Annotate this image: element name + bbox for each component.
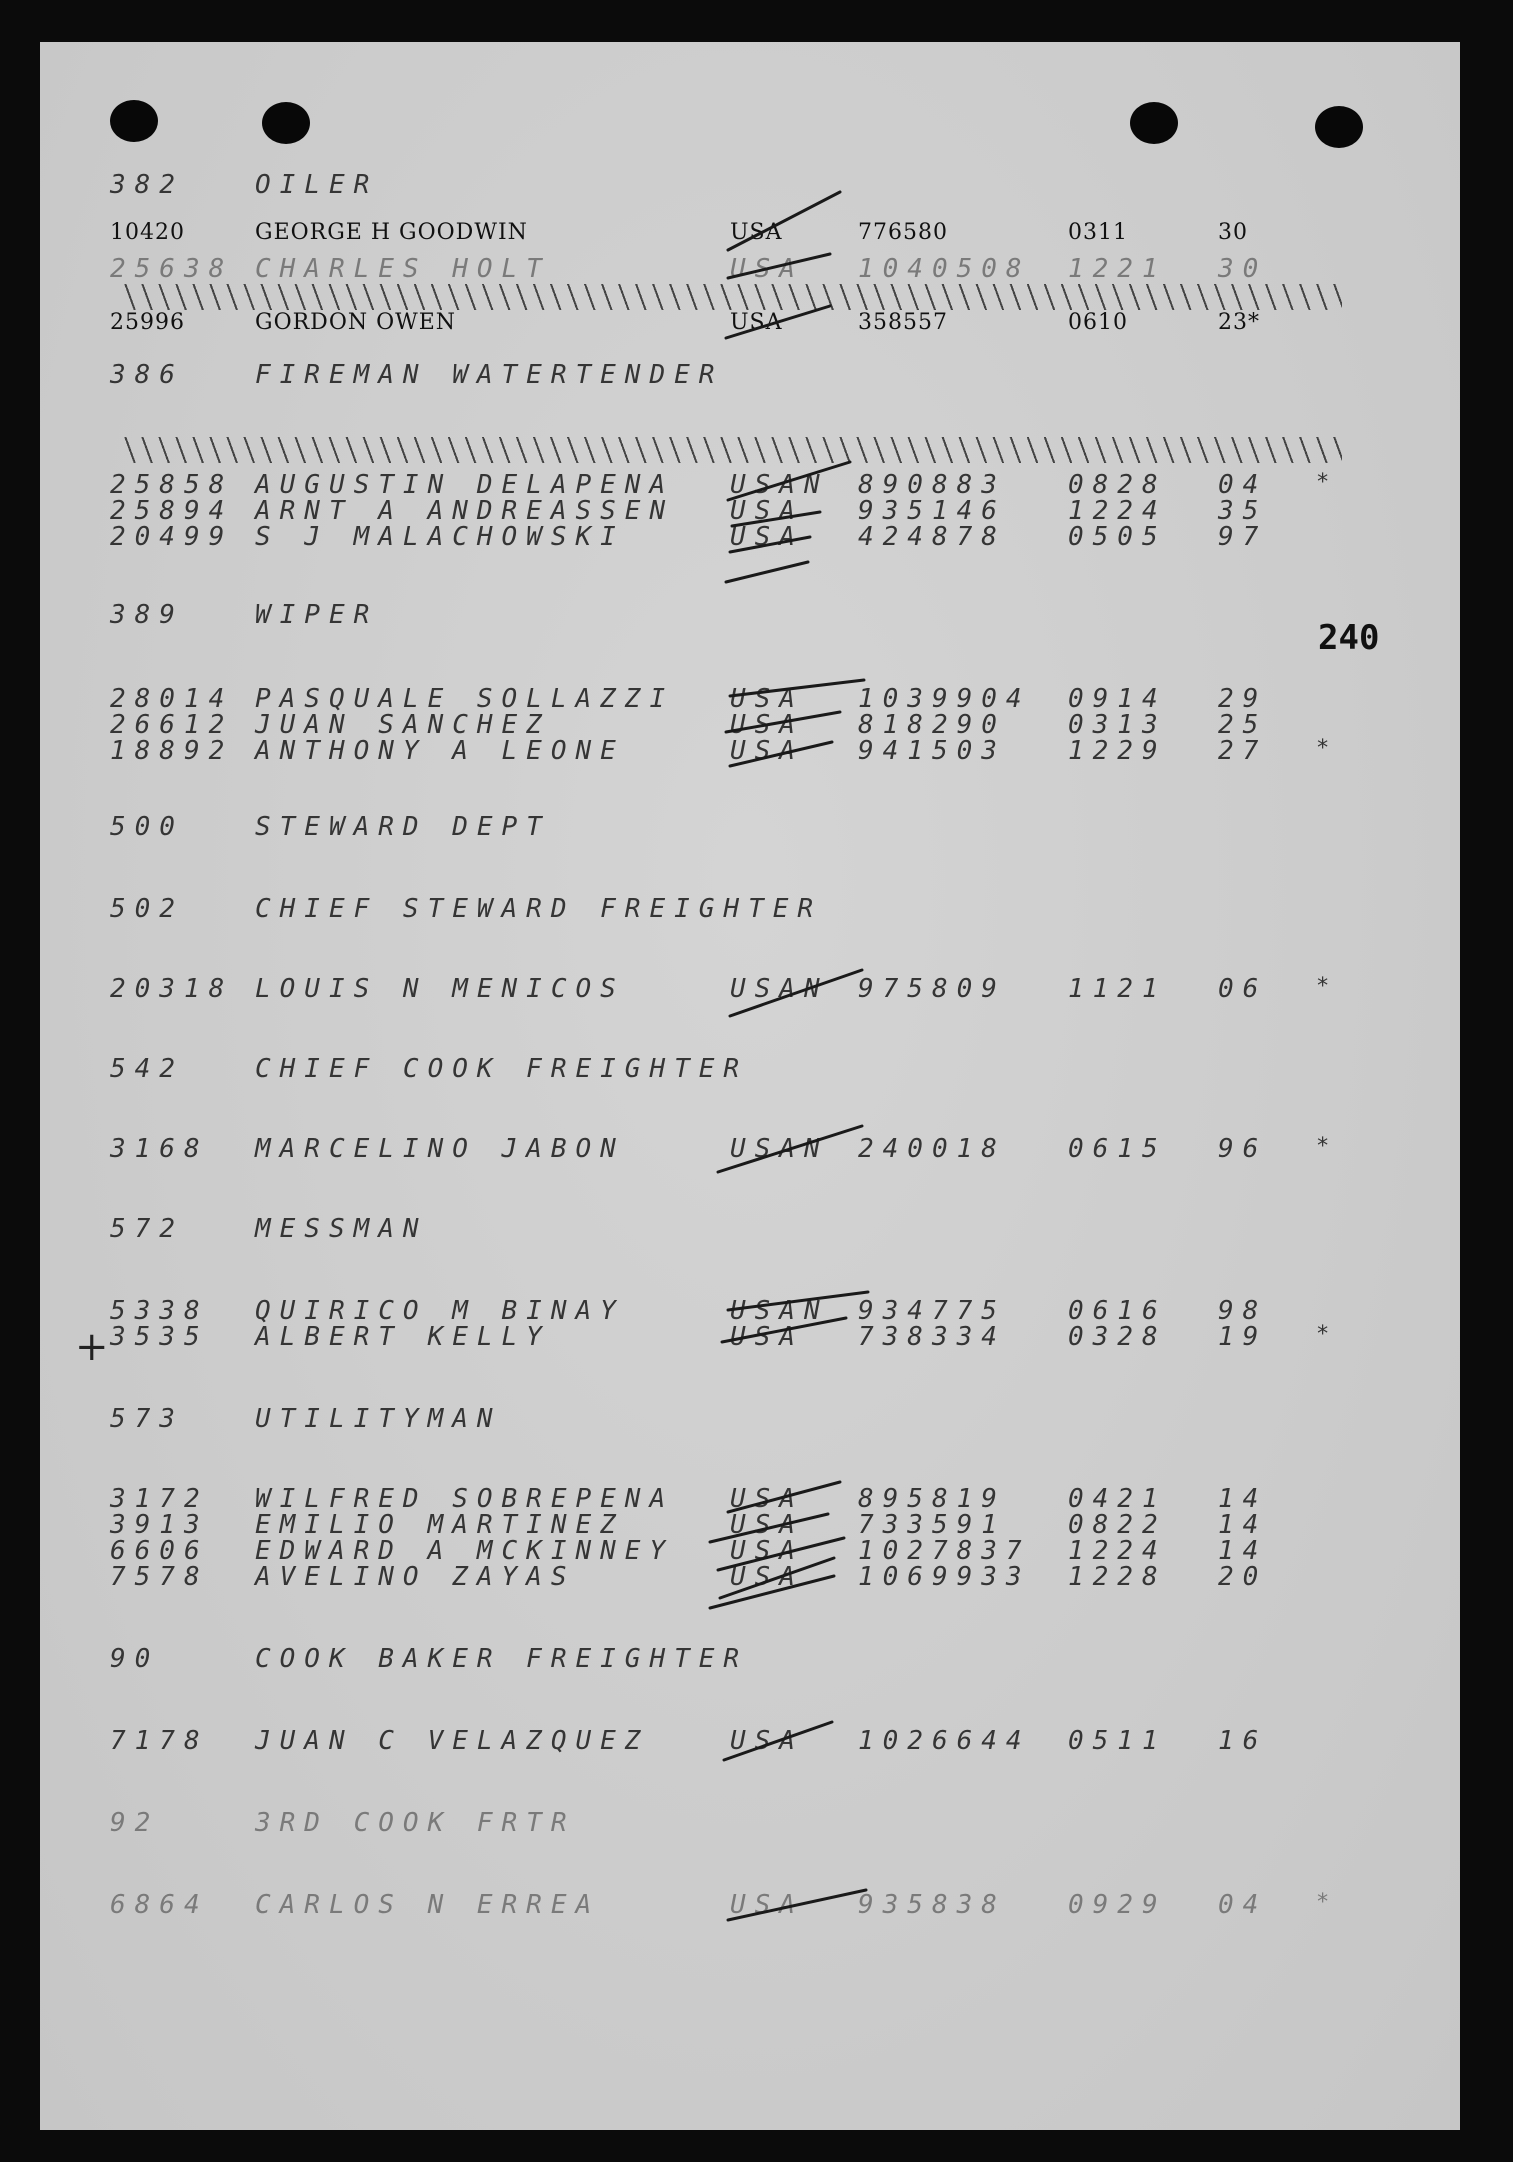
document-page	[40, 42, 1460, 2130]
section-header: 573 UTILITYMAN	[110, 1404, 502, 1434]
section-header: 572 MESSMAN	[110, 1214, 428, 1244]
crew-row: 3535 ALBERT KELLY USA 738334 0328 19 *	[110, 1322, 1339, 1352]
crew-row: 6606 EDWARD A MCKINNEY USA 1027837 1224 14	[110, 1536, 1268, 1566]
handwritten-checkmarks	[40, 42, 1460, 2130]
handwritten-mark: +	[75, 1324, 109, 1370]
crew-row: 25894 ARNT A ANDREASSEN USA 935146 1224 35	[110, 496, 1268, 526]
section-header: 500 STEWARD DEPT	[110, 812, 551, 842]
crew-row: 20499 S J MALACHOWSKI USA 424878 0505 97	[110, 522, 1268, 552]
crew-row: 25638 CHARLES HOLT USA 1040508 1221 30	[110, 254, 1268, 284]
crew-row: 28014 PASQUALE SOLLAZZI USA 1039904 0914 29	[110, 684, 1268, 714]
section-header: 92 3RD COOK FRTR	[110, 1808, 576, 1838]
crew-row: 3913 EMILIO MARTINEZ USA 733591 0822 14	[110, 1510, 1268, 1540]
section-header: 389 WIPER	[110, 600, 379, 630]
crew-row: 18892 ANTHONY A LEONE USA 941503 1229 27 *	[110, 736, 1339, 766]
crew-row: 10420 GEORGE H GOODWIN USA 776580 0311 30	[110, 220, 1248, 245]
section-header: 90 COOK BAKER FREIGHTER	[110, 1644, 749, 1674]
section-header: 386 FIREMAN WATERTENDER	[110, 360, 724, 390]
section-header: 382 OILER	[110, 170, 379, 200]
crew-row: 25996 GORDON OWEN USA 358557 0610 23*	[110, 310, 1260, 335]
page-number: 240	[1318, 618, 1380, 658]
crew-row: 26612 JUAN SANCHEZ USA 818290 0313 25	[110, 710, 1268, 740]
section-header: 542 CHIEF COOK FREIGHTER	[110, 1054, 749, 1084]
crew-row: 6864 CARLOS N ERREA USA 935838 0929 04 *	[110, 1890, 1339, 1920]
crew-row: 20318 LOUIS N MENICOS USAN 975809 1121 06 *	[110, 974, 1339, 1004]
crew-row: 3172 WILFRED SOBREPENA USA 895819 0421 14	[110, 1484, 1268, 1514]
crew-row: 5338 QUIRICO M BINAY USAN 934775 0616 98	[110, 1296, 1268, 1326]
crew-row: 3168 MARCELINO JABON USAN 240018 0615 96 *	[110, 1134, 1339, 1164]
crew-row: 25858 AUGUSTIN DELAPENA USAN 890883 0828 04 *	[110, 470, 1339, 500]
crew-row: 7578 AVELINO ZAYAS USA 1069933 1228 20	[110, 1562, 1268, 1592]
section-header: 502 CHIEF STEWARD FREIGHTER	[110, 894, 823, 924]
crew-row: 7178 JUAN C VELAZQUEZ USA 1026644 0511 16	[110, 1726, 1268, 1756]
